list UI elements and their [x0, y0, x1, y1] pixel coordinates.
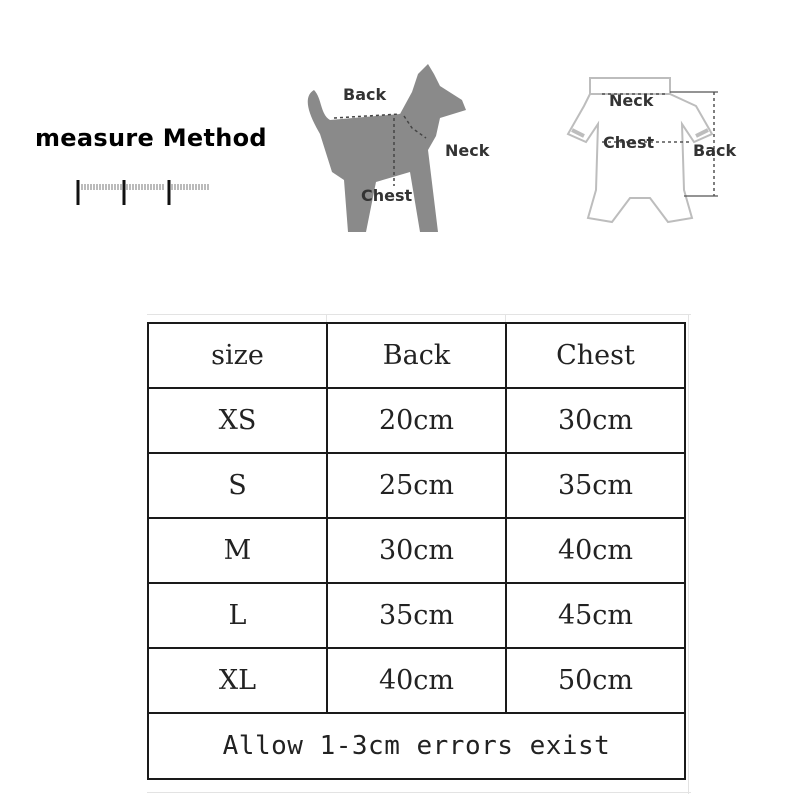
size-chart-table — [147, 322, 686, 780]
header-chest: Chest — [506, 323, 685, 388]
measure-method-header — [0, 0, 800, 300]
table-note-row — [148, 713, 685, 779]
tolerance-note: Allow 1-3cm errors exist — [148, 713, 685, 779]
shirt-neck-label: Neck — [609, 91, 654, 110]
table-guide-top — [147, 314, 691, 315]
table-header-row — [148, 323, 685, 388]
shirt-back-label: Back — [693, 141, 737, 160]
back-cell: 35cm — [327, 583, 506, 648]
chest-cell: 50cm — [506, 648, 685, 713]
chest-cell: 40cm — [506, 518, 685, 583]
chest-cell: 45cm — [506, 583, 685, 648]
ruler-icon — [76, 178, 216, 212]
table-row — [148, 453, 685, 518]
size-cell: L — [148, 583, 327, 648]
chest-cell: 30cm — [506, 388, 685, 453]
table-row — [148, 648, 685, 713]
shirt-chest-label: Chest — [603, 133, 655, 152]
dog-neck-label: Neck — [445, 141, 490, 160]
header-back: Back — [327, 323, 506, 388]
table-row — [148, 518, 685, 583]
chest-cell: 35cm — [506, 453, 685, 518]
back-cell: 20cm — [327, 388, 506, 453]
table-guide-right — [688, 314, 689, 794]
table-row — [148, 388, 685, 453]
table-guide-tick — [505, 314, 506, 322]
measure-method-title: measure Method — [35, 124, 267, 152]
table-guide-tick — [326, 314, 327, 322]
back-cell: 40cm — [327, 648, 506, 713]
back-cell: 30cm — [327, 518, 506, 583]
table-row — [148, 583, 685, 648]
size-cell: XS — [148, 388, 327, 453]
size-cell: M — [148, 518, 327, 583]
table-guide-bottom — [147, 792, 691, 793]
back-cell: 25cm — [327, 453, 506, 518]
size-cell: S — [148, 453, 327, 518]
dog-chest-label: Chest — [361, 186, 413, 205]
dog-back-label: Back — [343, 85, 387, 104]
size-cell: XL — [148, 648, 327, 713]
header-size: size — [148, 323, 327, 388]
